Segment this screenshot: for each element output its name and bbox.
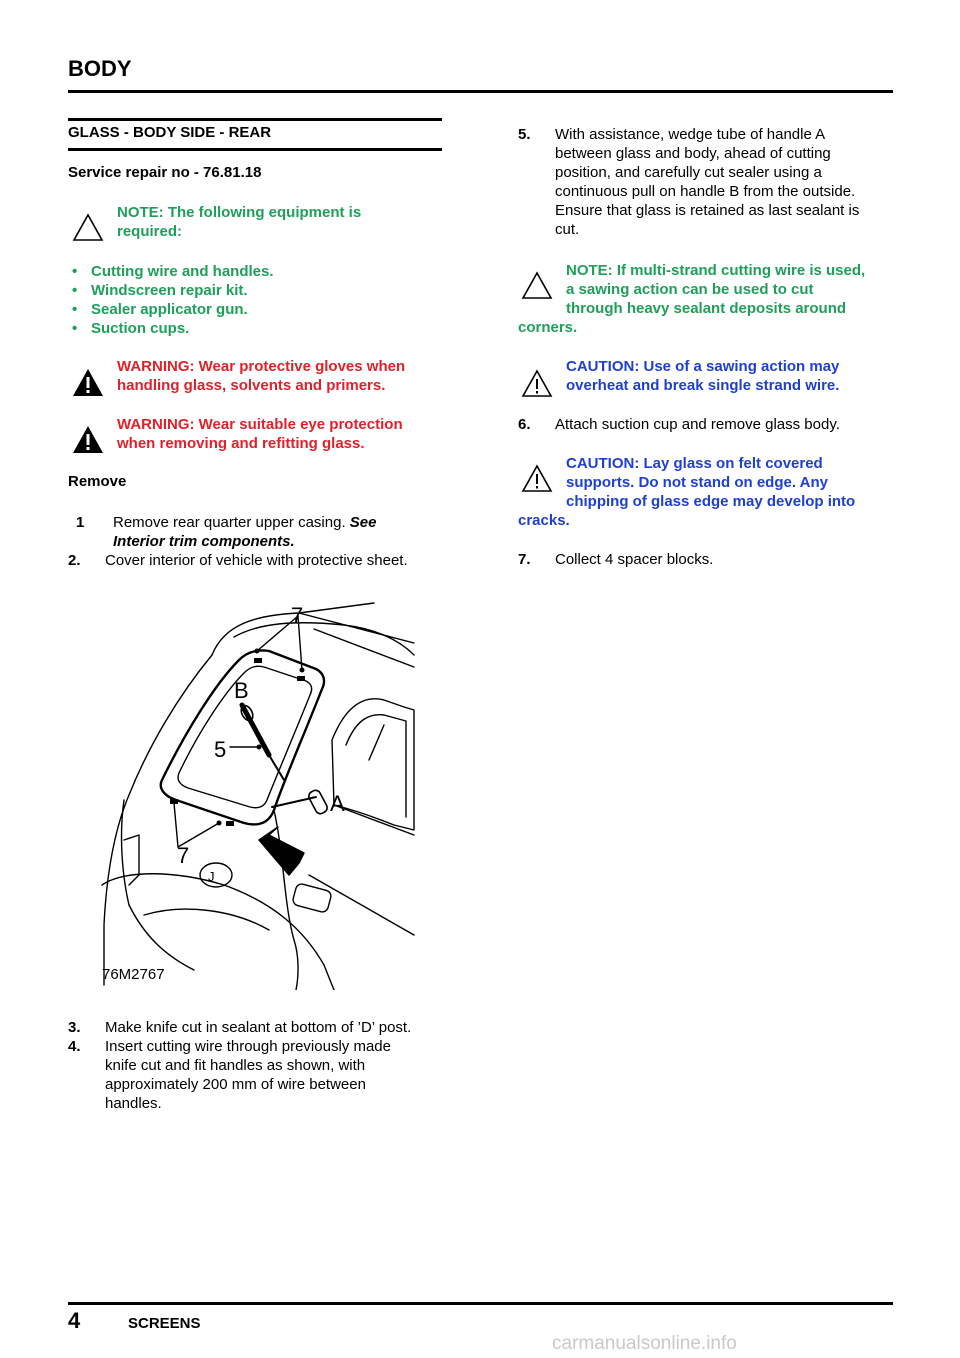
- footer-rule: [68, 1302, 893, 1305]
- note-equipment: NOTE: The following equipment is required:: [117, 204, 362, 240]
- remove-heading: Remove: [68, 473, 127, 490]
- note-triangle-icon: [72, 212, 104, 244]
- label-5: 5: [214, 737, 227, 762]
- watermark: carmanualsonline.info: [552, 1333, 737, 1354]
- figure-code: 76M2767: [102, 966, 165, 983]
- heading-rule-bottom: [68, 148, 442, 151]
- list-item: • Suction cups.: [72, 319, 274, 338]
- warning-gloves: WARNING: Wear protective gloves when handling glass, solvents and primers.: [117, 358, 406, 394]
- chapter-title: SCREENS: [128, 1315, 201, 1332]
- svg-text:J: J: [208, 869, 215, 884]
- step-4: 4. Insert cutting wire through previously made knife cut and fit handles as shown, with approximately 200 mm of wire between handles.: [68, 1038, 391, 1112]
- step-3: 3. Make knife cut in sealant at bottom of ’D’ post.: [68, 1019, 412, 1036]
- step-7: 7. Collect 4 spacer blocks.: [518, 551, 714, 568]
- caution-lay-glass: CAUTION: Lay glass on felt covered supports. Do not stand on edge. Any chipping of glass edge may develop into cracks.: [518, 455, 856, 529]
- step-1: 1 Remove rear quarter upper casing. See Interior trim components.: [76, 514, 377, 550]
- rear-glass-illustration: [84, 585, 434, 990]
- warning-triangle-icon: [72, 424, 104, 456]
- label-a: A: [330, 791, 345, 816]
- note-multi-strand-wire: NOTE: If multi-strand cutting wire is used, a sawing action can be used to cut through heavy sealant deposits around corners.: [518, 262, 866, 336]
- equipment-list: [72, 262, 274, 338]
- step-2: 2. Cover interior of vehicle with protective sheet.: [68, 552, 408, 569]
- warning-triangle-icon: [72, 367, 104, 399]
- caution-triangle-icon: [521, 368, 553, 400]
- label-7-top: 7: [291, 603, 304, 628]
- step-6: 6. Attach suction cup and remove glass body.: [518, 416, 840, 433]
- heading-rule-top: [68, 118, 442, 121]
- list-item: • Windscreen repair kit.: [72, 281, 274, 300]
- caution-sawing-action: CAUTION: Use of a sawing action may overheat and break single strand wire.: [566, 358, 840, 394]
- header-rule: [68, 90, 893, 93]
- page-number: 4: [68, 1308, 81, 1333]
- label-7-bottom: 7: [177, 843, 190, 868]
- procedure-title: GLASS - BODY SIDE - REAR: [68, 124, 272, 141]
- list-item: • Sealer applicator gun.: [72, 300, 274, 319]
- list-item: • Cutting wire and handles.: [72, 262, 274, 281]
- step-5: 5. With assistance, wedge tube of handle A between glass and body, ahead of cutting position, and carefully cut sealer using a continuous pull on handle B from the outside. Ensure that glass is retained as last sealant is cut.: [518, 126, 860, 238]
- warning-eye-protection: WARNING: Wear suitable eye protection when removing and refitting glass.: [117, 416, 403, 452]
- label-b: B: [234, 678, 249, 703]
- section-title: BODY: [68, 56, 132, 81]
- service-repair-number: Service repair no - 76.81.18: [68, 164, 262, 181]
